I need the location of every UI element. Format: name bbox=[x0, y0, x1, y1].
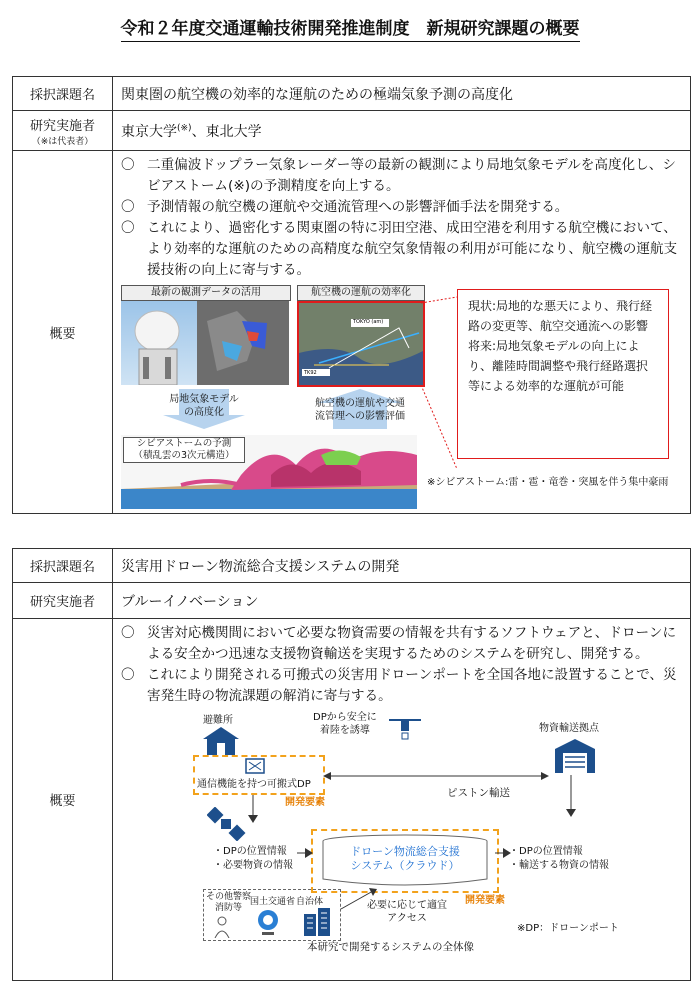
arrow-left: 局地気象モデル の高度化 bbox=[145, 389, 263, 429]
arrow-depot-down bbox=[565, 775, 577, 817]
cloud-label: ドローン物流総合支援 システム（クラウド） bbox=[350, 845, 460, 872]
cloud-box bbox=[311, 829, 499, 893]
summary-cell bbox=[113, 151, 691, 514]
label-summary: 概要 bbox=[13, 151, 113, 514]
project-title-2: 災害用ドローン物流総合支援システムの開発 bbox=[113, 549, 691, 583]
mlit-label: 国土交通省 bbox=[250, 897, 296, 907]
comm-dp-label: 通信機能を持つ可搬式DP bbox=[197, 779, 311, 790]
implementer-2: ブルーイノベーション bbox=[113, 583, 691, 619]
footnote: ※シビアストーム:雷・雹・竜巻・突風を伴う集中豪雨 bbox=[427, 477, 669, 488]
figure-caption: 本研究で開発するシステムの全体像 bbox=[307, 941, 474, 953]
dp-icon bbox=[245, 758, 265, 774]
project-title: 関東圏の航空機の効率的な運航のための極端気象予測の高度化 bbox=[113, 77, 691, 111]
dp-note: ※DP：ドローンポート bbox=[517, 923, 619, 934]
bullet-2-2: 〇 これにより開発される可搬式の災害用ドローンポートを全国各地に設置することで、災害発生時の物流課題の解消に寄与する。 bbox=[121, 667, 677, 704]
police-label: その他警察 消防等 bbox=[206, 892, 252, 913]
person-icon bbox=[214, 916, 230, 938]
agencies-box bbox=[203, 889, 341, 941]
warehouse-icon bbox=[553, 737, 597, 773]
arrow-right: 航空機の運航や交通 流管理への影響評価 bbox=[293, 389, 427, 429]
left-info: ・DPの位置情報 ・必要物資の情報 bbox=[213, 846, 293, 871]
bullet-1: 〇 二重偏波ドップラー気象レーダー等の最新の観測により局地気象モデルを高度化し、シビアストーム(※)の予測精度を向上する。 bbox=[121, 157, 676, 194]
storm-simulation bbox=[121, 435, 417, 509]
label-title-2: 採択課題名 bbox=[13, 549, 113, 583]
access-label: 必要に応じて適宜 アクセス bbox=[367, 900, 447, 924]
status-box: 現状:局地的な悪天により、飛行経路の変更等、航空交通流への影響 将来:局地気象モデルの向上により、離陸時間調整や飛行経路選択等による効率的な運航が可能 bbox=[457, 289, 669, 459]
building-icon bbox=[302, 908, 332, 936]
bullet-2: 〇 予測情報の航空機の運航や交通流管理への影響評価手法を開発する。 bbox=[121, 199, 569, 215]
summary-cell-2 bbox=[113, 619, 691, 981]
page-title: 令和２年度交通運輸技術開発推進制度 新規研究課題の概要 bbox=[0, 14, 700, 39]
label-summary-2: 概要 bbox=[13, 619, 113, 981]
eff-label: 航空機の運航の効率化 bbox=[297, 285, 425, 301]
arrow-dp-down bbox=[247, 795, 259, 823]
satellite-icon bbox=[207, 807, 247, 841]
drone-icon bbox=[387, 715, 423, 741]
bullet-3: 〇 これにより、過密化する関東圏の特に羽田空港、成田空港を利用する航空機において、より効率的な運航のための高精度な航空気象情報の利用が可能になり、航空機の運航支援技術の向上に寄与する。 bbox=[121, 220, 678, 278]
label-implementer: 研究実施者 （※は代表者） bbox=[13, 111, 113, 151]
label-implementer-2: 研究実施者 bbox=[13, 583, 113, 619]
right-info: ・DPの位置情報 ・輸送する物資の情報 bbox=[509, 846, 609, 871]
storm-label: シビアストームの予測 （積乱雲の3次元構造） bbox=[123, 437, 245, 463]
project2-table bbox=[12, 548, 691, 981]
piston-arrow bbox=[323, 769, 549, 783]
red-connector bbox=[421, 295, 461, 475]
depot-label: 物資輸送拠点 bbox=[539, 723, 599, 734]
implementer: 東京大学(※)、東北大学 bbox=[113, 111, 691, 151]
dp-guide-label: DPから安全に 着陸を誘導 bbox=[313, 712, 377, 736]
radar-map bbox=[197, 301, 289, 385]
arrow-into-cloud bbox=[297, 847, 313, 859]
dev-label-1: 開発要素 bbox=[285, 797, 325, 808]
mlit-logo-icon bbox=[256, 908, 280, 936]
bullet-2-1: 〇 災害対応機関間において必要な物資需要の情報を共有するソフトウェアと、ドローンによる安全かつ迅速な支援物資輸送を実現するためのシステムを研究し、開発する。 bbox=[121, 625, 677, 662]
piston-label: ピストン輸送 bbox=[447, 787, 510, 799]
figure-weather bbox=[117, 285, 686, 513]
implementer-note: （※は代表者） bbox=[31, 136, 94, 147]
house-icon bbox=[201, 725, 241, 755]
map-label2: TK92 bbox=[304, 370, 317, 376]
radar-photo bbox=[121, 301, 197, 385]
shelter-label: 避難所 bbox=[203, 715, 233, 726]
dp-box bbox=[193, 755, 325, 795]
obs-label: 最新の観測データの活用 bbox=[121, 285, 291, 301]
map-tokyo: TOKYO (am) bbox=[353, 319, 384, 325]
label-title: 採択課題名 bbox=[13, 77, 113, 111]
local-label: 自治体 bbox=[296, 897, 324, 907]
flight-map bbox=[297, 301, 425, 387]
figure-drone bbox=[117, 711, 686, 953]
project1-table bbox=[12, 76, 691, 514]
dev-label-2: 開発要素 bbox=[465, 895, 505, 906]
